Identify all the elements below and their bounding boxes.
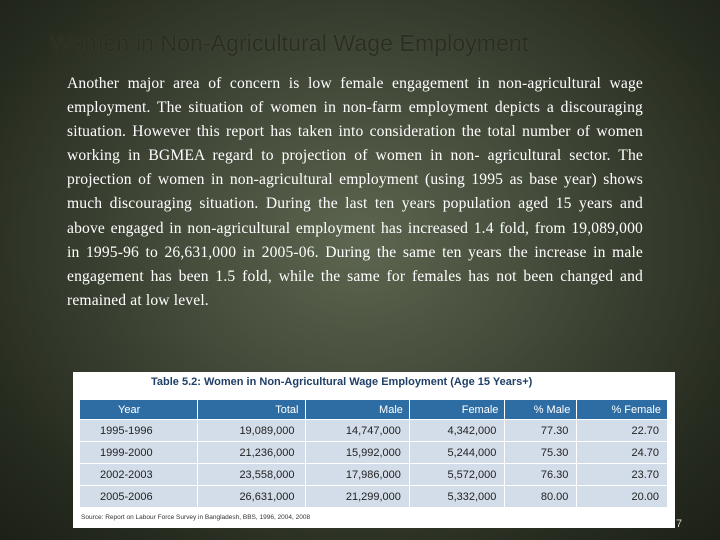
body-paragraph: Another major area of concern is low female engagement in non-agricultural wage employment. The situation of women in non-farm employment depicts a discouraging situation. However this report has taken into consideration the total number of women working in BGMEA regard to projection of women in non- agricultural sector. The projection of women in non-agricultural employment (using 1995 as base year) shows much discouraging situation. During the last ten years population aged 15 years and above engaged in non-agricultural employment has increased 1.4 fold, from 19,089,000 in 1995-96 to 26,631,000 in 2005-06. During the same ten years the increase in male engagement has been 1.5 fold, while the same for females has not been changed and remained at low level.	[67, 75, 643, 309]
table-header-row	[80, 400, 668, 420]
header-total: Total	[198, 400, 305, 420]
cell-pct-female: 20.00	[577, 486, 668, 508]
cell-year: 1995-1996	[80, 420, 198, 442]
header-pct-female: % Female	[577, 400, 668, 420]
cell-year: 1999-2000	[80, 442, 198, 464]
cell-male: 21,299,000	[305, 486, 409, 508]
cell-female: 4,342,000	[409, 420, 505, 442]
slide-title: Women in Non-Agricultural Wage Employment	[50, 30, 529, 56]
page-number: 7	[676, 518, 683, 530]
cell-pct-female: 22.70	[577, 420, 668, 442]
cell-pct-female: 24.70	[577, 442, 668, 464]
cell-male: 14,747,000	[305, 420, 409, 442]
header-female: Female	[409, 400, 505, 420]
table-row	[80, 420, 668, 442]
table-row	[80, 464, 668, 486]
cell-total: 23,558,000	[198, 464, 305, 486]
cell-female: 5,244,000	[409, 442, 505, 464]
cell-total: 26,631,000	[198, 486, 305, 508]
table-image-panel	[73, 372, 675, 528]
cell-year: 2002-2003	[80, 464, 198, 486]
header-male: Male	[305, 400, 409, 420]
employment-table	[79, 399, 668, 508]
cell-pct-male: 76.30	[505, 464, 577, 486]
cell-pct-male: 75.30	[505, 442, 577, 464]
header-pct-male: % Male	[505, 400, 577, 420]
cell-male: 15,992,000	[305, 442, 409, 464]
cell-male: 17,986,000	[305, 464, 409, 486]
table-row	[80, 486, 668, 508]
cell-pct-male: 77.30	[505, 420, 577, 442]
cell-total: 19,089,000	[198, 420, 305, 442]
table-caption: Table 5.2: Women in Non-Agricultural Wage Employment (Age 15 Years+)	[151, 376, 533, 388]
cell-female: 5,332,000	[409, 486, 505, 508]
cell-female: 5,572,000	[409, 464, 505, 486]
table-source-note: Source: Report on Labour Force Survey in Bangladesh, BBS, 1996, 2004, 2008	[81, 514, 311, 521]
header-year: Year	[80, 400, 198, 420]
cell-pct-male: 80.00	[505, 486, 577, 508]
table-row	[80, 442, 668, 464]
cell-pct-female: 23.70	[577, 464, 668, 486]
cell-total: 21,236,000	[198, 442, 305, 464]
cell-year: 2005-2006	[80, 486, 198, 508]
